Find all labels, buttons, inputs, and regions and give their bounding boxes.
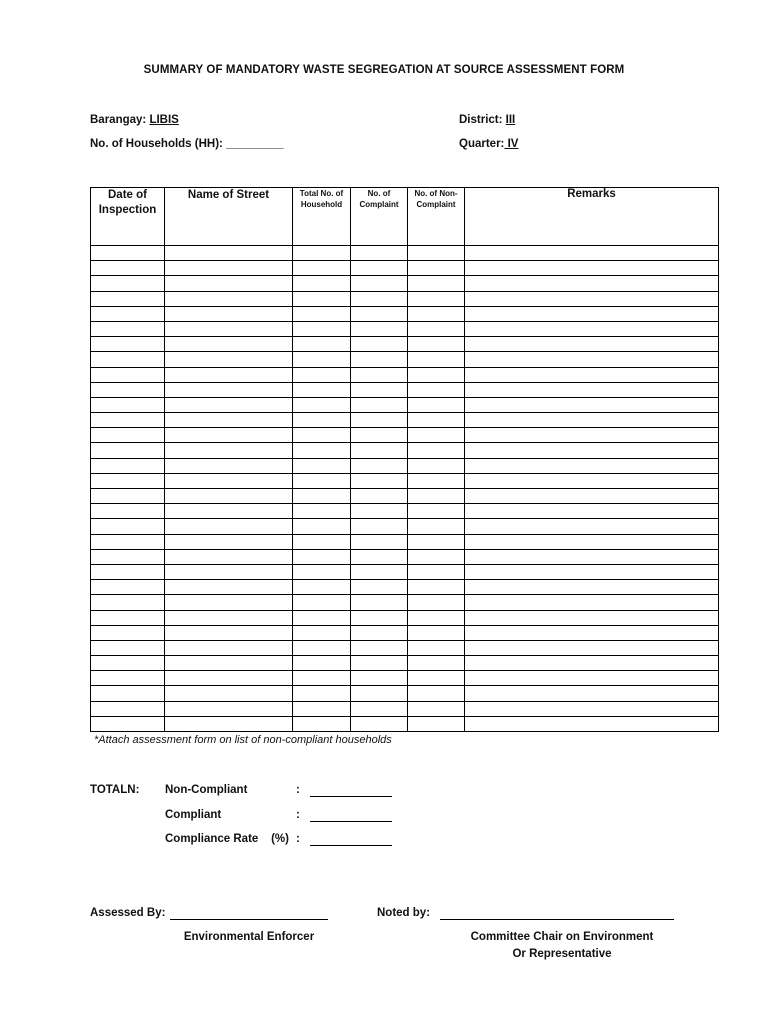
table-cell[interactable] [465,564,719,579]
table-row [91,489,719,504]
table-cell[interactable] [465,352,719,367]
table-cell[interactable] [465,246,719,261]
table-cell[interactable] [465,443,719,458]
table-cell[interactable] [351,291,408,306]
table-cell[interactable] [465,458,719,473]
table-cell[interactable] [408,519,465,534]
quarter-field [459,138,518,150]
table-cell[interactable] [293,428,351,443]
table-cell[interactable] [408,337,465,352]
table-cell[interactable] [293,337,351,352]
table-cell[interactable] [351,397,408,412]
table-cell[interactable] [351,564,408,579]
table-cell[interactable] [91,413,165,428]
attachment-note: *Attach assessment form on list of non-compliant households [94,734,392,746]
table-cell[interactable] [91,610,165,625]
table-cell[interactable] [465,276,719,291]
table-cell[interactable] [293,610,351,625]
table-row [91,291,719,306]
table-cell[interactable] [293,504,351,519]
table-cell[interactable] [91,306,165,321]
table-cell[interactable] [408,413,465,428]
table-row [91,656,719,671]
table-cell[interactable] [293,352,351,367]
table-cell[interactable] [351,610,408,625]
table-cell[interactable] [465,519,719,534]
header-total-households: Total No. of Household [293,188,351,246]
table-cell[interactable] [465,291,719,306]
table-cell[interactable] [408,625,465,640]
table-row [91,701,719,716]
table-cell[interactable] [408,321,465,336]
table-cell[interactable] [465,504,719,519]
table-cell[interactable] [465,671,719,686]
table-cell[interactable] [351,625,408,640]
table-cell[interactable] [408,428,465,443]
table-cell[interactable] [165,352,293,367]
table-cell[interactable] [91,534,165,549]
assessed-by-role: Environmental Enforcer [183,931,315,943]
table-cell[interactable] [408,580,465,595]
table-cell[interactable] [351,549,408,564]
table-cell[interactable] [91,291,165,306]
table-cell[interactable] [351,428,408,443]
barangay-label: Barangay: [90,114,147,126]
table-cell[interactable] [351,276,408,291]
table-cell[interactable] [91,686,165,701]
quarter-value: IV [504,138,519,150]
table-cell[interactable] [408,504,465,519]
table-cell[interactable] [91,397,165,412]
table-cell[interactable] [91,321,165,336]
table-cell[interactable] [408,246,465,261]
compliance-rate-blank [310,833,392,845]
table-cell[interactable] [408,701,465,716]
table-row [91,534,719,549]
table-cell[interactable] [91,382,165,397]
table-row [91,306,719,321]
total-non-compliant-blank [310,784,392,796]
table-cell[interactable] [465,337,719,352]
barangay-value: LIBIS [149,114,179,126]
table-cell[interactable] [165,489,293,504]
table-cell[interactable] [408,549,465,564]
table-row [91,458,719,473]
table-cell[interactable] [408,306,465,321]
total-compliant-colon: : [296,809,300,821]
table-cell[interactable] [165,382,293,397]
barangay-field [90,114,179,126]
table-cell[interactable] [165,595,293,610]
district-field [459,114,515,126]
table-row [91,504,719,519]
table-row [91,413,719,428]
table-cell[interactable] [351,686,408,701]
table-cell[interactable] [293,413,351,428]
table-cell[interactable] [408,291,465,306]
table-cell[interactable] [351,382,408,397]
table-row [91,686,719,701]
total-compliant-blank [310,809,392,821]
table-row [91,246,719,261]
table-cell[interactable] [91,701,165,716]
table-cell[interactable] [165,443,293,458]
table-cell[interactable] [351,352,408,367]
table-cell[interactable] [408,610,465,625]
totals-label: TOTALN: [90,784,140,796]
table-cell[interactable] [408,595,465,610]
table-cell[interactable] [91,716,165,731]
table-cell[interactable] [293,443,351,458]
table-cell[interactable] [91,246,165,261]
table-cell[interactable] [351,716,408,731]
table-cell[interactable] [293,656,351,671]
table-cell[interactable] [165,564,293,579]
table-cell[interactable] [165,291,293,306]
table-cell[interactable] [408,276,465,291]
table-cell[interactable] [465,716,719,731]
table-cell[interactable] [293,580,351,595]
table-cell[interactable] [465,473,719,488]
table-cell[interactable] [165,716,293,731]
table-cell[interactable] [408,716,465,731]
table-row [91,321,719,336]
compliance-rate-label: Compliance Rate (%) [165,833,289,845]
table-cell[interactable] [465,321,719,336]
table-cell[interactable] [91,549,165,564]
table-cell[interactable] [91,671,165,686]
table-row [91,397,719,412]
table-cell[interactable] [465,625,719,640]
table-row [91,595,719,610]
table-row [91,610,719,625]
form-title: SUMMARY OF MANDATORY WASTE SEGREGATION AT SOURCE ASSESSMENT FORM [143,64,625,76]
table-cell[interactable] [91,489,165,504]
table-cell[interactable] [165,701,293,716]
table-cell[interactable] [351,321,408,336]
header-row [91,188,719,246]
table-cell[interactable] [351,671,408,686]
table-cell[interactable] [351,489,408,504]
table-cell[interactable] [351,580,408,595]
table-row [91,367,719,382]
table-cell[interactable] [293,473,351,488]
table-cell[interactable] [293,701,351,716]
table-cell[interactable] [465,367,719,382]
table-cell[interactable] [165,321,293,336]
table-cell[interactable] [91,276,165,291]
table-cell[interactable] [91,443,165,458]
noted-by-role-line1: Committee Chair on Environment [470,931,654,943]
table-cell[interactable] [293,367,351,382]
table-row [91,580,719,595]
quarter-label: Quarter: [459,138,505,150]
table-row [91,625,719,640]
assessment-table [90,187,719,732]
table-row [91,640,719,655]
table-cell[interactable] [165,413,293,428]
table-cell[interactable] [351,640,408,655]
table-cell[interactable] [165,610,293,625]
district-value: III [505,114,516,126]
table-cell[interactable] [465,595,719,610]
table-cell[interactable] [91,367,165,382]
table-cell[interactable] [351,261,408,276]
table-cell[interactable] [351,519,408,534]
table-cell[interactable] [408,640,465,655]
table-cell[interactable] [293,246,351,261]
table-cell[interactable] [351,534,408,549]
table-cell[interactable] [91,337,165,352]
table-cell[interactable] [408,352,465,367]
table-cell[interactable] [165,504,293,519]
table-cell[interactable] [351,473,408,488]
table-cell[interactable] [293,595,351,610]
table-cell[interactable] [293,686,351,701]
table-cell[interactable] [408,564,465,579]
table-cell[interactable] [293,276,351,291]
table-cell[interactable] [465,413,719,428]
header-complaint: No. of Complaint [351,188,408,246]
table-cell[interactable] [91,625,165,640]
header-non-complaint: No. of Non-Complaint [408,188,465,246]
table-cell[interactable] [408,261,465,276]
table-cell[interactable] [408,397,465,412]
table-cell[interactable] [465,610,719,625]
table-cell[interactable] [165,671,293,686]
district-label: District: [459,114,503,126]
table-cell[interactable] [408,656,465,671]
table-row [91,473,719,488]
table-cell[interactable] [91,640,165,655]
table-cell[interactable] [351,656,408,671]
table-cell[interactable] [465,397,719,412]
table-cell[interactable] [351,367,408,382]
table-row [91,261,719,276]
table-cell[interactable] [293,458,351,473]
table-cell[interactable] [165,246,293,261]
table-row [91,276,719,291]
table-cell[interactable] [293,306,351,321]
table-row [91,428,719,443]
table-cell[interactable] [408,534,465,549]
table-row [91,671,719,686]
table-row [91,443,719,458]
table-cell[interactable] [465,489,719,504]
table-cell[interactable] [351,413,408,428]
table-cell[interactable] [351,306,408,321]
table-cell[interactable] [165,686,293,701]
table-cell[interactable] [293,625,351,640]
table-cell[interactable] [465,428,719,443]
table-cell[interactable] [165,580,293,595]
table-row [91,382,719,397]
table-cell[interactable] [91,564,165,579]
table-cell[interactable] [293,489,351,504]
table-cell[interactable] [465,656,719,671]
table-cell[interactable] [465,686,719,701]
table-cell[interactable] [165,473,293,488]
total-non-compliant-colon: : [296,784,300,796]
table-cell[interactable] [293,549,351,564]
table-cell[interactable] [91,580,165,595]
table-cell[interactable] [165,276,293,291]
table-cell[interactable] [408,382,465,397]
header-street: Name of Street [165,188,293,246]
table-cell[interactable] [465,640,719,655]
table-cell[interactable] [351,246,408,261]
table-cell[interactable] [293,534,351,549]
table-cell[interactable] [293,716,351,731]
table-cell[interactable] [91,473,165,488]
table-cell[interactable] [165,549,293,564]
table-row [91,716,719,731]
total-non-compliant-label: Non-Compliant [165,784,248,796]
noted-by-role-line2: Or Representative [512,948,612,960]
table-cell[interactable] [408,458,465,473]
table-cell[interactable] [351,337,408,352]
table-cell[interactable] [165,519,293,534]
table-cell[interactable] [165,458,293,473]
table-cell[interactable] [465,580,719,595]
table-cell[interactable] [351,443,408,458]
table-cell[interactable] [293,397,351,412]
table-row [91,519,719,534]
table-cell[interactable] [165,640,293,655]
table-cell[interactable] [408,686,465,701]
table-cell[interactable] [165,337,293,352]
table-cell[interactable] [165,306,293,321]
table-cell[interactable] [408,443,465,458]
table-cell[interactable] [293,382,351,397]
header-remarks: Remarks [465,188,719,246]
table-cell[interactable] [351,595,408,610]
table-cell[interactable] [91,458,165,473]
table-cell[interactable] [165,656,293,671]
table-cell[interactable] [293,564,351,579]
table-cell[interactable] [91,352,165,367]
assessed-by-label: Assessed By: [90,907,166,919]
table-cell[interactable] [351,458,408,473]
table-cell[interactable] [465,549,719,564]
table-cell[interactable] [408,367,465,382]
table-cell[interactable] [408,489,465,504]
table-cell[interactable] [91,504,165,519]
table-cell[interactable] [91,656,165,671]
header-date: Date of Inspection [91,188,165,246]
table-cell[interactable] [408,671,465,686]
table-cell[interactable] [351,504,408,519]
table-cell[interactable] [91,428,165,443]
table-cell[interactable] [293,291,351,306]
table-body [91,246,719,732]
table-row [91,352,719,367]
table-cell[interactable] [165,625,293,640]
table-cell[interactable] [465,534,719,549]
assessed-by-signature-line [170,907,328,919]
table-cell[interactable] [165,428,293,443]
table-cell[interactable] [293,640,351,655]
table-cell[interactable] [293,671,351,686]
table-cell[interactable] [408,473,465,488]
total-compliant-label: Compliant [165,809,222,821]
compliance-rate-colon: : [296,833,300,845]
table-row [91,564,719,579]
table-cell[interactable] [465,306,719,321]
table-cell[interactable] [91,261,165,276]
households-field: No. of Households (HH): _________ [90,138,284,150]
table-cell[interactable] [91,519,165,534]
table-cell[interactable] [293,261,351,276]
table-cell[interactable] [465,701,719,716]
table-row [91,549,719,564]
table-cell[interactable] [351,701,408,716]
table-cell[interactable] [165,261,293,276]
table-cell[interactable] [165,367,293,382]
table-row [91,337,719,352]
noted-by-signature-line [440,907,674,919]
table-cell[interactable] [465,382,719,397]
table-cell[interactable] [293,519,351,534]
table-cell[interactable] [293,321,351,336]
noted-by-label: Noted by: [377,907,431,919]
table-cell[interactable] [91,595,165,610]
table-cell[interactable] [465,261,719,276]
table-cell[interactable] [165,397,293,412]
table-cell[interactable] [165,534,293,549]
